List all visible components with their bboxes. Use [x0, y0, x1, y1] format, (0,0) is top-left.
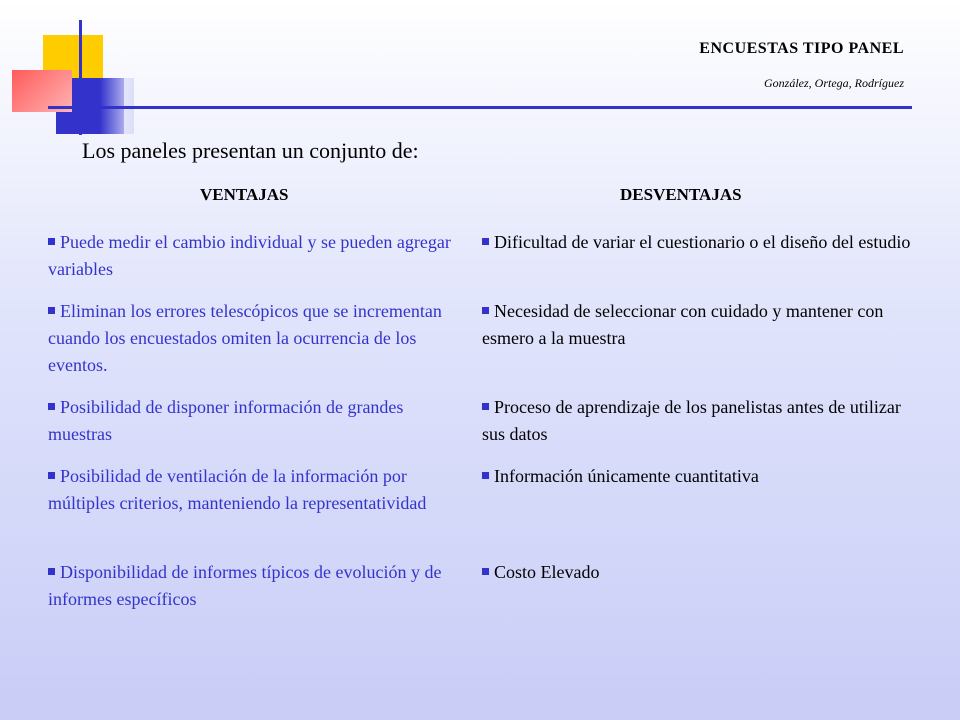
- square-bullet-icon: [482, 568, 489, 575]
- desventaja-text: Información únicamente cuantitativa: [494, 466, 759, 486]
- slide-header-title: ENCUESTAS TIPO PANEL: [699, 40, 904, 57]
- square-bullet-icon: [48, 238, 55, 245]
- square-bullet-icon: [482, 307, 489, 314]
- ventaja-item: [48, 229, 468, 283]
- ventaja-text: Posibilidad de ventilación de la información por múltiples criterios, manteniendo la representatividad: [48, 466, 427, 513]
- ventaja-item: [48, 298, 468, 379]
- desventajas-heading: DESVENTAJAS: [620, 185, 742, 204]
- ventaja-text: Eliminan los errores telescópicos que se incrementan cuando los encuestados omiten la ocurrencia de los eventos.: [48, 301, 442, 375]
- square-bullet-icon: [48, 472, 55, 479]
- ventaja-item: [48, 463, 468, 517]
- square-bullet-icon: [482, 238, 489, 245]
- desventaja-text: Dificultad de variar el cuestionario o el diseño del estudio: [494, 232, 911, 252]
- ventaja-text: Posibilidad de disponer información de grandes muestras: [48, 397, 404, 444]
- decorative-logo: [0, 0, 140, 140]
- desventaja-item: [482, 229, 927, 256]
- ventaja-text: Disponibilidad de informes típicos de evolución y de informes específicos: [48, 562, 442, 609]
- square-bullet-icon: [482, 472, 489, 479]
- vertical-rule: [79, 20, 82, 135]
- desventaja-text: Proceso de aprendizaje de los panelistas antes de utilizar sus datos: [482, 397, 901, 444]
- desventaja-text: Costo Elevado: [494, 562, 600, 582]
- square-bullet-icon: [482, 403, 489, 410]
- desventaja-item: [482, 463, 927, 490]
- intro-text: Los paneles presentan un conjunto de:: [82, 138, 419, 163]
- desventaja-item: [482, 559, 927, 586]
- horizontal-rule: [48, 106, 912, 109]
- ventaja-item: [48, 559, 468, 613]
- ventajas-heading: VENTAJAS: [200, 185, 289, 204]
- ventaja-text: Puede medir el cambio individual y se pueden agregar variables: [48, 232, 451, 279]
- slide-header-authors: González, Ortega, Rodríguez: [764, 76, 904, 90]
- desventaja-item: [482, 394, 927, 448]
- square-bullet-icon: [48, 307, 55, 314]
- ventaja-item: [48, 394, 468, 448]
- square-bullet-icon: [48, 403, 55, 410]
- desventaja-text: Necesidad de seleccionar con cuidado y mantener con esmero a la muestra: [482, 301, 884, 348]
- desventaja-item: [482, 298, 927, 352]
- square-bullet-icon: [48, 568, 55, 575]
